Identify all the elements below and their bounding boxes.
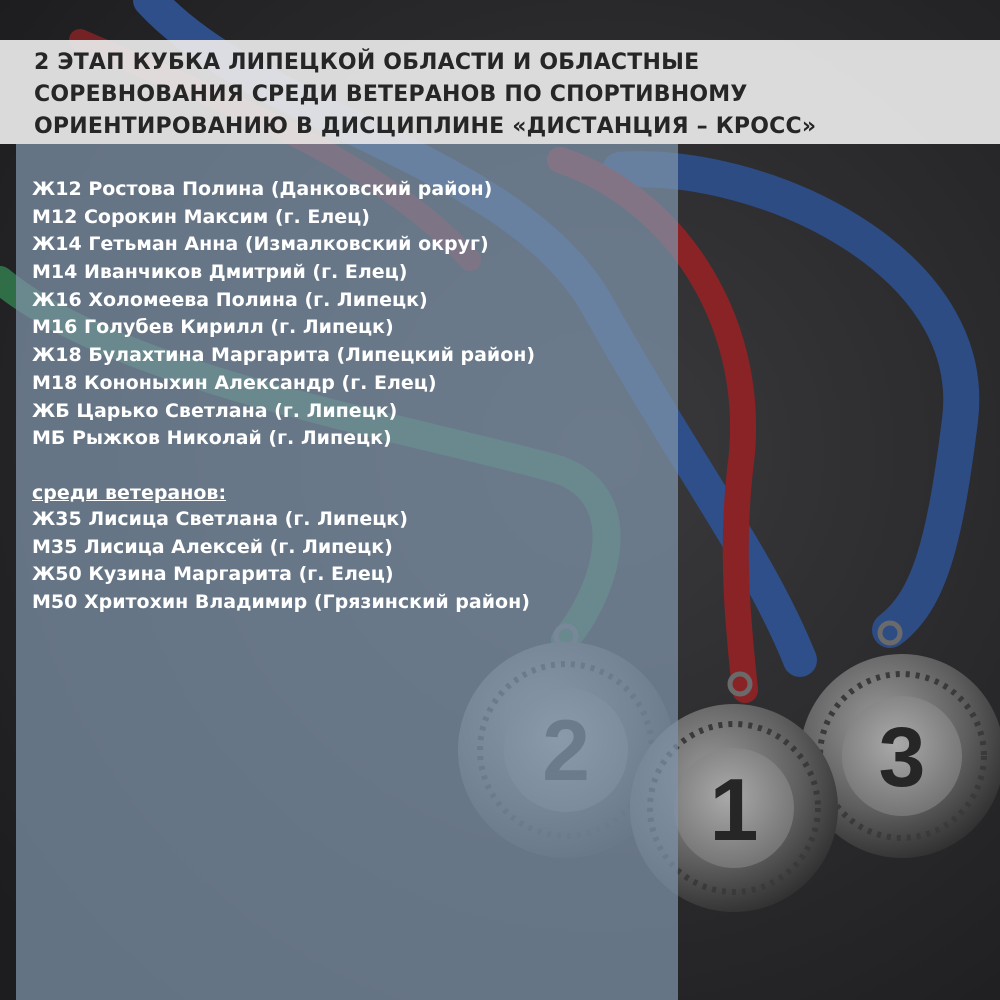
- page-title-line-1: 2 ЭТАП КУБКА ЛИПЕЦКОЙ ОБЛАСТИ И ОБЛАСТНЫЕ: [34, 50, 700, 75]
- list-item: МБ Рыжков Николай (г. Липецк): [32, 427, 392, 450]
- list-item: Ж50 Кузина Маргарита (г. Елец): [32, 563, 394, 586]
- page-title-line-3: ОРИЕНТИРОВАНИЮ В ДИСЦИПЛИНЕ «ДИСТАНЦИЯ – КРОСС»: [34, 114, 817, 139]
- title-band: [0, 40, 1000, 144]
- veterans-list: [32, 506, 530, 617]
- page-title-line-2: СОРЕВНОВАНИЯ СРЕДИ ВЕТЕРАНОВ ПО СПОРТИВНОМУ: [34, 82, 748, 107]
- svg-text:3: 3: [878, 710, 926, 804]
- list-item: М12 Сорокин Максим (г. Елец): [32, 205, 370, 228]
- list-item: Ж12 Ростова Полина (Данковский район): [32, 178, 493, 200]
- list-item: М16 Голубев Кирилл (г. Липецк): [32, 316, 394, 339]
- list-item: М14 Иванчиков Дмитрий (г. Елец): [32, 261, 408, 284]
- list-item: Ж35 Лисица Светлана (г. Липецк): [32, 508, 408, 530]
- veterans-heading: среди ветеранов:: [32, 482, 227, 504]
- list-item: М35 Лисица Алексей (г. Липецк): [32, 535, 393, 558]
- list-item: Ж14 Гетьман Анна (Измалковский округ): [32, 233, 489, 256]
- winners-list: [32, 176, 535, 453]
- svg-text:1: 1: [709, 760, 759, 859]
- list-item: Ж16 Холомеева Полина (г. Липецк): [32, 288, 428, 311]
- list-item: ЖБ Царько Светлана (г. Липецк): [32, 399, 398, 422]
- list-item: М50 Хритохин Владимир (Грязинский район): [32, 591, 530, 614]
- list-item: М18 Кононыхин Александр (г. Елец): [32, 371, 437, 394]
- list-item: Ж18 Булахтина Маргарита (Липецкий район): [32, 344, 536, 367]
